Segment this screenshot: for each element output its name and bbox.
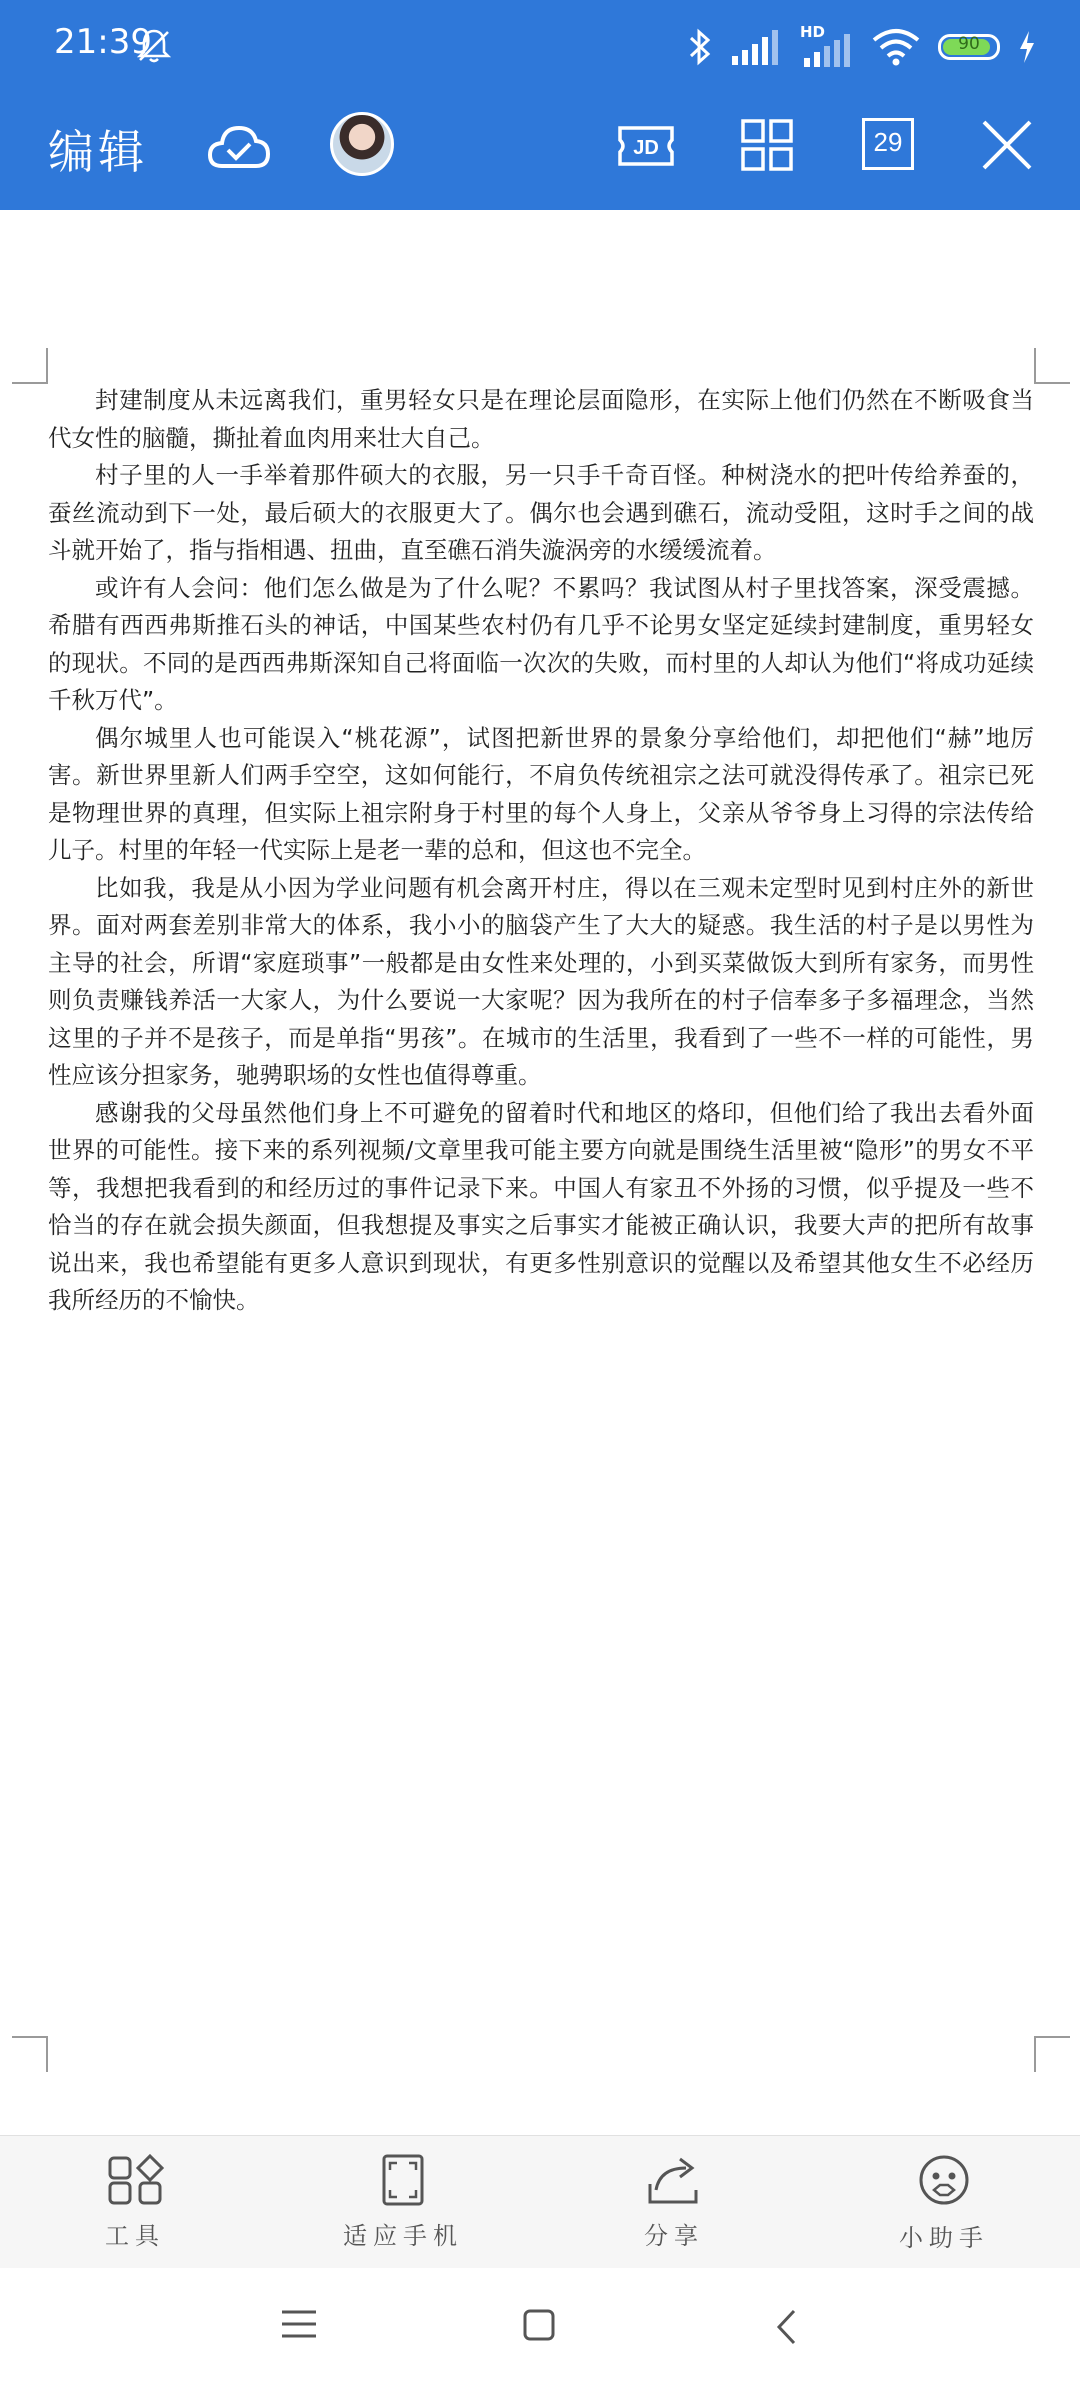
grid-icon[interactable] <box>740 118 794 172</box>
hd-signal-icon <box>800 23 854 67</box>
share-label: 分享 <box>644 2222 704 2250</box>
jd-icon[interactable] <box>616 120 676 172</box>
paragraph: 偶尔城里人也可能误入“桃花源”，试图把新世界的景象分享给他们，却把他们“赫”地厉害。新世界里新人们两手空空，这如何能行，不肩负传统祖宗之法可就没得传承了。祖宗已死是物理世界的真理，但实际上祖宗附身于村里的每个人身上，父亲从爷爷身上习得的宗法传给儿子。村里的年轻一代实际上是老一辈的总和，但这也不完全。 <box>48 723 1034 864</box>
avatar[interactable] <box>330 112 394 176</box>
paragraph: 感谢我的父母虽然他们身上不可避免的留着时代和地区的烙印，但他们给了我出去看外面世界的可能性。接下来的系列视频/文章里我可能主要方向就是围绕生活里被“隐形”的男女不平等，我想把我看到的和经历过的事件记录下来。中国人有家丑不外扬的习惯，似乎提及一些不恰当的存在就会损失颜面，但我想提及事实之后事实才能被正确认识，我要大声的把所有故事说出来，我也希望能有更多人意识到现状，有更多性别意识的觉醒以及希望其他女生不必经历我所经历的不愉快。 <box>48 1098 1034 1314</box>
share-button[interactable] <box>574 2154 774 2251</box>
cloud-check-icon[interactable] <box>206 120 272 176</box>
document-body[interactable] <box>48 382 1034 1320</box>
status-bar <box>0 0 1080 92</box>
tools-icon <box>106 2154 164 2206</box>
hd-label: HD <box>800 23 826 41</box>
page-corner-bottom-right <box>1034 2036 1070 2072</box>
back-icon[interactable] <box>774 2308 800 2346</box>
assistant-button[interactable] <box>844 2154 1044 2253</box>
fit-phone-label: 适应手机 <box>343 2222 463 2250</box>
bluetooth-icon <box>686 27 714 67</box>
bell-off-icon <box>134 26 174 66</box>
fit-phone-icon <box>380 2154 426 2206</box>
edit-button[interactable]: 编辑 <box>48 125 148 179</box>
assistant-icon <box>916 2154 972 2208</box>
wifi-icon <box>872 28 920 66</box>
page-corner-bottom-left <box>12 2036 48 2072</box>
status-time: 21:39 <box>54 22 152 62</box>
paragraph: 村子里的人一手举着那件硕大的衣服，另一只手千奇百怪。种树浇水的把叶传给养蚕的，蚕丝流动到下一处，最后硕大的衣服更大了。偶尔也会遇到礁石，流动受阻，这时手之间的战斗就开始了，指与指相遇、扭曲，直至礁石消失漩涡旁的水缓缓流着。 <box>48 461 1034 564</box>
paragraph: 或许有人会问：他们怎么做是为了什么呢？不累吗？我试图从村子里找答案，深受震撼。希腊有西西弗斯推石头的神话，中国某些农村仍有几乎不论男女坚定延续封建制度，重男轻女的现状。不同的是西西弗斯深知自己将面临一次次的失败，而村里的人却认为他们“将成功延续千秋万代”。 <box>48 573 1034 714</box>
paragraph: 比如我，我是从小因为学业问题有机会离开村庄，得以在三观未定型时见到村庄外的新世界。面对两套差别非常大的体系，我小小的脑袋产生了大大的疑惑。我生活的村子是以男性为主导的社会，所谓“家庭琐事”一般都是由女性来处理的，小到买菜做饭大到所有家务，而男性则负责赚钱养活一大家人，为什么要说一大家呢？因为我所在的村子信奉多子多福理念，当然这里的子并不是孩子，而是单指“男孩”。在城市的生活里，我看到了一些不一样的可能性，男性应该分担家务，驰骋职场的女性也值得尊重。 <box>48 873 1034 1089</box>
page-corner-top-right <box>1034 348 1070 384</box>
page-corner-top-left <box>12 348 48 384</box>
status-icons <box>686 24 1036 70</box>
svg-text:JD: JD <box>633 137 659 159</box>
charging-icon <box>1018 31 1036 63</box>
signal-icon <box>732 29 782 65</box>
paragraph: 封建制度从未远离我们，重男轻女只是在理论层面隐形，在实际上他们仍然在不断吸食当代女性的脑髓，撕扯着血肉用来壮大自己。 <box>48 386 1034 452</box>
assistant-label: 小助手 <box>899 2224 989 2252</box>
top-bar <box>0 0 1080 210</box>
home-icon[interactable] <box>522 2308 556 2342</box>
page-count: 29 <box>873 127 903 157</box>
tools-label: 工具 <box>105 2222 165 2250</box>
close-icon[interactable] <box>980 118 1034 172</box>
share-icon <box>646 2154 702 2206</box>
system-nav-bar <box>0 2268 1080 2400</box>
page-count-icon[interactable] <box>862 118 914 170</box>
battery-level: 90 <box>958 34 980 54</box>
bottom-toolbar <box>0 2135 1080 2269</box>
battery-icon <box>938 34 1000 60</box>
fit-phone-button[interactable] <box>303 2154 503 2251</box>
tools-button[interactable] <box>35 2154 235 2251</box>
document-toolbar <box>0 92 1080 210</box>
menu-icon[interactable] <box>280 2308 318 2340</box>
